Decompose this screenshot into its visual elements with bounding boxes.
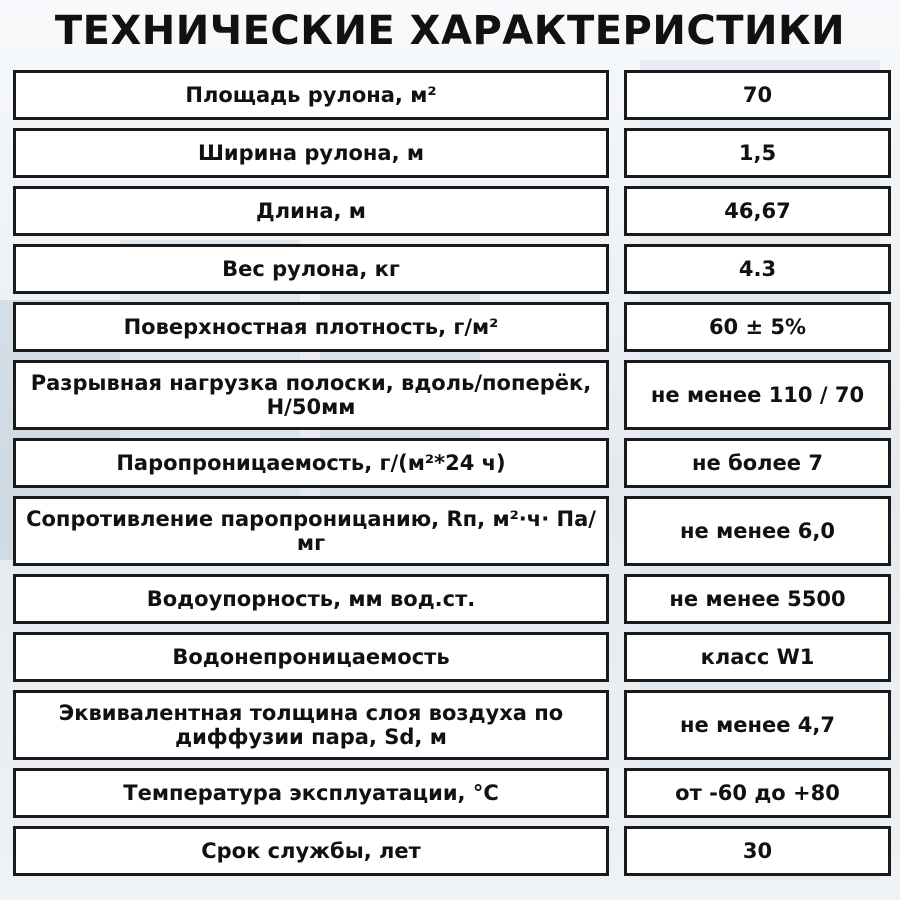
table-row xyxy=(13,244,891,294)
value-cell: 46,67 xyxy=(624,186,891,236)
table-row xyxy=(13,632,891,682)
table-row xyxy=(13,360,891,430)
table-row xyxy=(13,70,891,120)
table-row xyxy=(13,574,891,624)
table-row xyxy=(13,826,891,876)
value-cell: не менее 5500 xyxy=(624,574,891,624)
page-title: ТЕХНИЧЕСКИЕ ХАРАКТЕРИСТИКИ xyxy=(54,8,846,54)
parameter-cell: Температура эксплуатации, °C xyxy=(13,768,609,818)
table-row xyxy=(13,496,891,566)
parameter-cell: Водоупорность, мм вод.ст. xyxy=(13,574,609,624)
table-row xyxy=(13,186,891,236)
value-cell: 60 ± 5% xyxy=(624,302,891,352)
table-row xyxy=(13,302,891,352)
parameter-cell: Водонепроницаемость xyxy=(13,632,609,682)
table-row xyxy=(13,438,891,488)
parameter-cell: Вес рулона, кг xyxy=(13,244,609,294)
parameter-cell: Площадь рулона, м² xyxy=(13,70,609,120)
value-cell: 30 xyxy=(624,826,891,876)
parameter-cell: Ширина рулона, м xyxy=(13,128,609,178)
parameter-cell: Паропроницаемость, г/(м²*24 ч) xyxy=(13,438,609,488)
value-cell: 4.3 xyxy=(624,244,891,294)
table-row xyxy=(13,128,891,178)
value-cell: не более 7 xyxy=(624,438,891,488)
value-cell: 70 xyxy=(624,70,891,120)
value-cell: от -60 до +80 xyxy=(624,768,891,818)
parameter-cell: Сопротивление паропроницанию, Rп, м²·ч· Па/мг xyxy=(13,496,609,566)
specs-table xyxy=(13,70,891,884)
value-cell: не менее 4,7 xyxy=(624,690,891,760)
parameter-cell: Срок службы, лет xyxy=(13,826,609,876)
value-cell: не менее 6,0 xyxy=(624,496,891,566)
parameter-cell: Разрывная нагрузка полоски, вдоль/поперёк, Н/50мм xyxy=(13,360,609,430)
parameter-cell: Эквивалентная толщина слоя воздуха по диффузии пара, Sd, м xyxy=(13,690,609,760)
parameter-cell: Поверхностная плотность, г/м² xyxy=(13,302,609,352)
value-cell: не менее 110 / 70 xyxy=(624,360,891,430)
value-cell: 1,5 xyxy=(624,128,891,178)
value-cell: класс W1 xyxy=(624,632,891,682)
parameter-cell: Длина, м xyxy=(13,186,609,236)
table-row xyxy=(13,690,891,760)
table-row xyxy=(13,768,891,818)
